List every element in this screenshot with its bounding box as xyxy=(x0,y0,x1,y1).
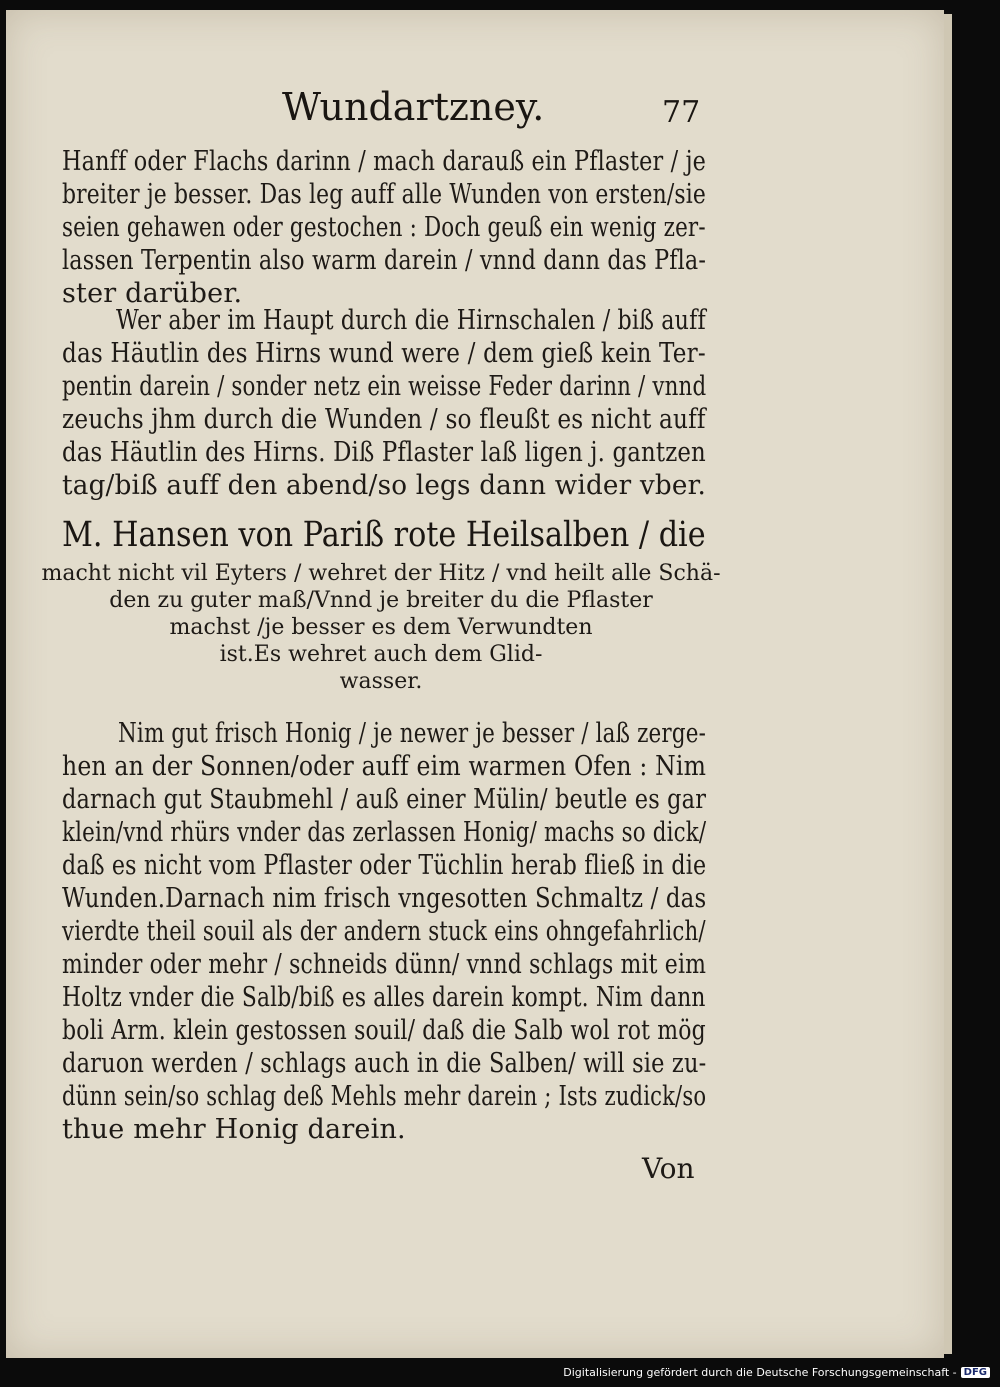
footer-credit xyxy=(563,1366,990,1379)
text-line: seien gehawen oder gestochen : Doch geuß ein wenig zer- xyxy=(62,212,706,243)
text-line: vierdte theil souil als der andern stuck eins ohngefahrlich/ xyxy=(62,916,706,947)
text-line: dünn sein/so schlag deß Mehls mehr darein ; Ists zudick/so xyxy=(62,1081,707,1112)
page-edge xyxy=(944,14,952,1354)
catchword: Von xyxy=(642,1152,695,1185)
text-line: Hanff oder Flachs darinn / mach darauß ein Pflaster / je xyxy=(62,146,707,177)
footer-text: Digitalisierung gefördert durch die Deutsche Forschungsgemeinschaft - xyxy=(563,1366,957,1379)
book-page xyxy=(6,10,944,1358)
text-line: klein/vnd rhürs vnder das zerlassen Honig/ machs so dick/ xyxy=(62,817,707,848)
text-line: darnach gut Staubmehl / auß einer Mülin/ beutle es gar xyxy=(62,784,707,815)
text-line: ster darüber. xyxy=(62,278,243,309)
text-line: Wer aber im Haupt durch die Hirnschalen / biß auff xyxy=(116,305,706,336)
text-line: Holtz vnder die Salb/biß es alles darein kompt. Nim dann xyxy=(62,982,706,1013)
text-line: hen an der Sonnen/oder auff eim warmen Ofen : Nim xyxy=(62,751,707,782)
text-line: das Häutlin des Hirns wund were / dem gieß kein Ter- xyxy=(62,338,706,369)
heading-line: ist.Es wehret auch dem Glid- xyxy=(219,642,543,667)
section-heading: M. Hansen von Pariß rote Heilsalben / die xyxy=(62,515,706,555)
heading-line: wasser. xyxy=(339,669,423,694)
text-line: boli Arm. klein gestossen souil/ daß die Salb wol rot mög xyxy=(62,1015,706,1046)
text-line: pentin darein / sonder netz ein weisse Feder darinn / vnnd xyxy=(62,371,707,402)
text-line: Nim gut frisch Honig / je newer je besser / laß zerge- xyxy=(118,718,706,749)
text-line: thue mehr Honig darein. xyxy=(62,1114,406,1145)
dfg-logo: DFG xyxy=(961,1367,990,1378)
text-line: das Häutlin des Hirns. Diß Pflaster laß ligen j. gantzen xyxy=(62,437,706,468)
text-line: tag/biß auff den abend/so legs dann wider vber. xyxy=(62,470,706,501)
text-line: Wunden.Darnach nim frisch vngesotten Schmaltz / das xyxy=(62,883,707,914)
heading-line: macht nicht vil Eyters / wehret der Hitz / vnd heilt alle Schä- xyxy=(41,561,721,586)
text-line: daruon werden / schlags auch in die Salben/ will sie zu- xyxy=(62,1048,707,1079)
text-line: zeuchs jhm durch die Wunden / so fleußt es nicht auff xyxy=(62,404,706,435)
text-line: lassen Terpentin also warm darein / vnnd dann das Pfla- xyxy=(62,245,707,276)
text-line: breiter je besser. Das leg auff alle Wunden von ersten/sie xyxy=(62,179,707,210)
heading-line: machst /je besser es dem Verwundten xyxy=(169,615,593,640)
running-head: Wundartzney. xyxy=(282,85,545,129)
heading-line: den zu guter maß/Vnnd je breiter du die Pflaster xyxy=(109,588,653,613)
page-number: 77 xyxy=(662,95,701,130)
text-line: minder oder mehr / schneids dünn/ vnnd schlags mit eim xyxy=(62,949,707,980)
text-line: daß es nicht vom Pflaster oder Tüchlin herab fließ in die xyxy=(62,850,707,881)
